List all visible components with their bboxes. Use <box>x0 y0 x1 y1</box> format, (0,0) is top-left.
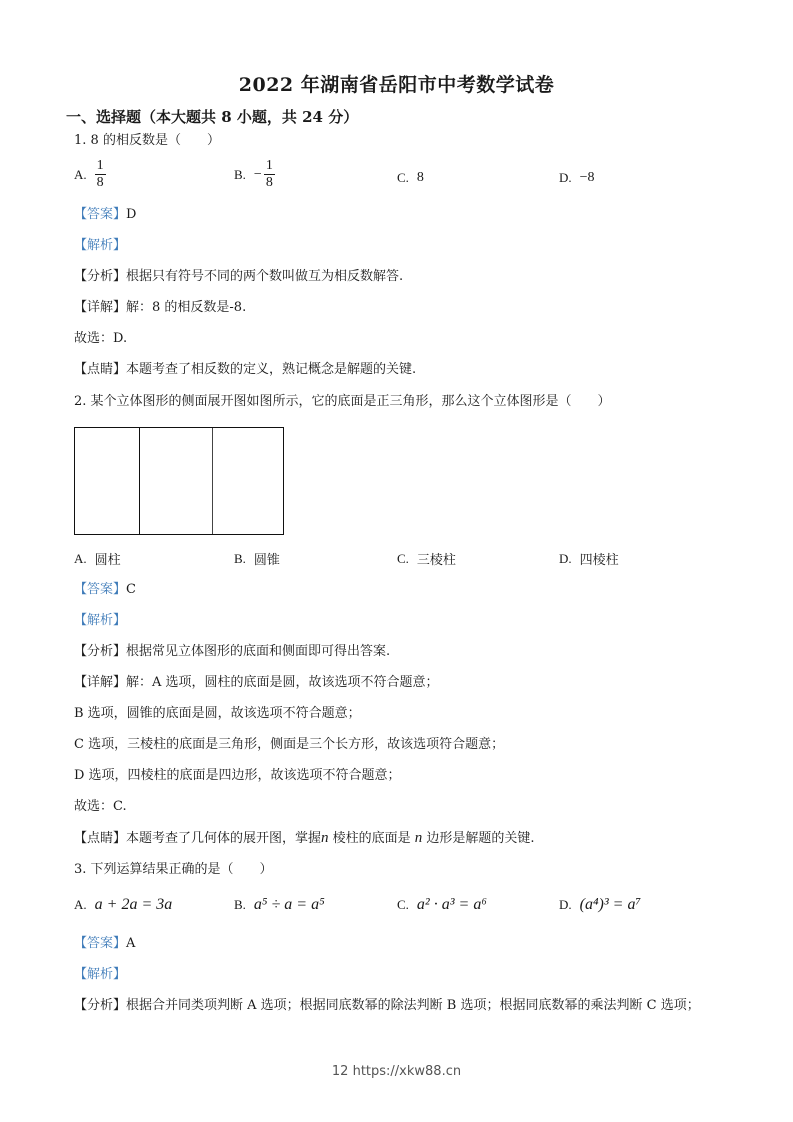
math-expression: a + 2a = 3a <box>94 896 173 913</box>
q3-answer: 【答案】A <box>74 936 136 951</box>
q1-analysis-tag: 【解析】 <box>74 238 127 253</box>
q1-stem: 1. 8 的相反数是（ ） <box>74 133 220 148</box>
q2-conclusion: 故选：C. <box>74 799 127 814</box>
math-expression: a⁵ ÷ a = a⁵ <box>253 896 325 913</box>
section-heading: 一、选择题（本大题共 8 小题，共 24 分） <box>66 108 359 126</box>
q2-analysis-tag: 【解析】 <box>74 613 127 628</box>
q2-detail-line: B 选项，圆锥的底面是圆，故该选项不符合题意； <box>74 706 361 721</box>
q1-option-c: C. 8 <box>397 170 424 185</box>
q3-option-d: D. (a⁴)³ = a⁷ <box>559 896 642 913</box>
q2-option-c: C. 三棱柱 <box>397 550 456 568</box>
math-expression: (a⁴)³ = a⁷ <box>579 896 642 913</box>
q3-option-a: A. a + 2a = 3a <box>74 896 173 913</box>
q2-answer: 【答案】C <box>74 582 136 597</box>
q2-detail-line: D 选项，四棱柱的底面是四边形，故该选项不符合题意； <box>74 768 401 783</box>
q2-option-a: A. 圆柱 <box>74 550 121 568</box>
option-label: B. <box>234 166 246 182</box>
q2-options <box>74 549 754 589</box>
diagram-divider <box>212 428 213 534</box>
q2-fenxi: 【分析】根据常见立体图形的底面和侧面即可得出答案. <box>74 644 391 659</box>
q1-dianjing: 【点睛】本题考查了相反数的定义，熟记概念是解题的关键. <box>74 362 417 377</box>
q3-option-c: C. a² · a³ = a⁶ <box>397 896 487 913</box>
diagram-divider <box>139 428 140 534</box>
page-footer: 12 https://xkw88.cn <box>331 1064 462 1079</box>
q1-option-d: D. −8 <box>559 170 595 185</box>
q1-xiangjie: 【详解】解：8 的相反数是-8. <box>74 300 247 315</box>
q2-stem: 2. 某个立体图形的侧面展开图如图所示，它的底面是正三角形，那么这个立体图形是（ ） <box>74 394 611 409</box>
q3-stem: 3. 下列运算结果正确的是（ ） <box>74 862 273 877</box>
q2-dianjing: 【点睛】本题考查了几何体的展开图，掌握n 棱柱的底面是 n 边形是解题的关键. <box>74 830 535 846</box>
q2-xiangjie: 【详解】解：A 选项，圆柱的底面是圆，故该选项不符合题意； <box>74 675 439 690</box>
q2-option-d: D. 四棱柱 <box>559 550 619 568</box>
math-expression: a² · a³ = a⁶ <box>416 896 487 913</box>
answer-tag: 【答案】 <box>74 207 127 222</box>
q3-fenxi: 【分析】根据合并同类项判断 A 选项；根据同底数幂的除法判断 B 选项；根据同底数幂的乘法判断 C 选项； <box>74 998 700 1013</box>
q1-options <box>74 158 754 198</box>
q1-option-a <box>74 158 106 191</box>
q1-conclusion: 故选：D. <box>74 331 128 346</box>
option-label: D. <box>559 170 572 185</box>
q3-options <box>74 896 754 936</box>
q2-net-diagram <box>74 427 284 535</box>
q1-answer: 【答案】D <box>74 207 137 222</box>
option-label: C. <box>397 170 409 185</box>
q1-fenxi: 【分析】根据只有符号不同的两个数叫做互为相反数解答. <box>74 269 404 284</box>
q2-detail-line: C 选项，三棱柱的底面是三角形，侧面是三个长方形，故该选项符合题意； <box>74 737 505 752</box>
q2-option-b: B. 圆锥 <box>234 550 280 568</box>
q3-analysis-tag: 【解析】 <box>74 967 127 982</box>
page-title: 2022 年湖南省岳阳市中考数学试卷 <box>238 74 555 96</box>
fraction: $\frac{1}{8}$ <box>265 158 273 190</box>
fraction: $\frac{1}{8}$ <box>96 158 104 190</box>
q1-option-b: B. − $\frac{1}{8}$ <box>234 158 273 190</box>
option-label: A. <box>74 166 87 182</box>
q3-option-b: B. a⁵ ÷ a = a⁵ <box>234 896 325 913</box>
